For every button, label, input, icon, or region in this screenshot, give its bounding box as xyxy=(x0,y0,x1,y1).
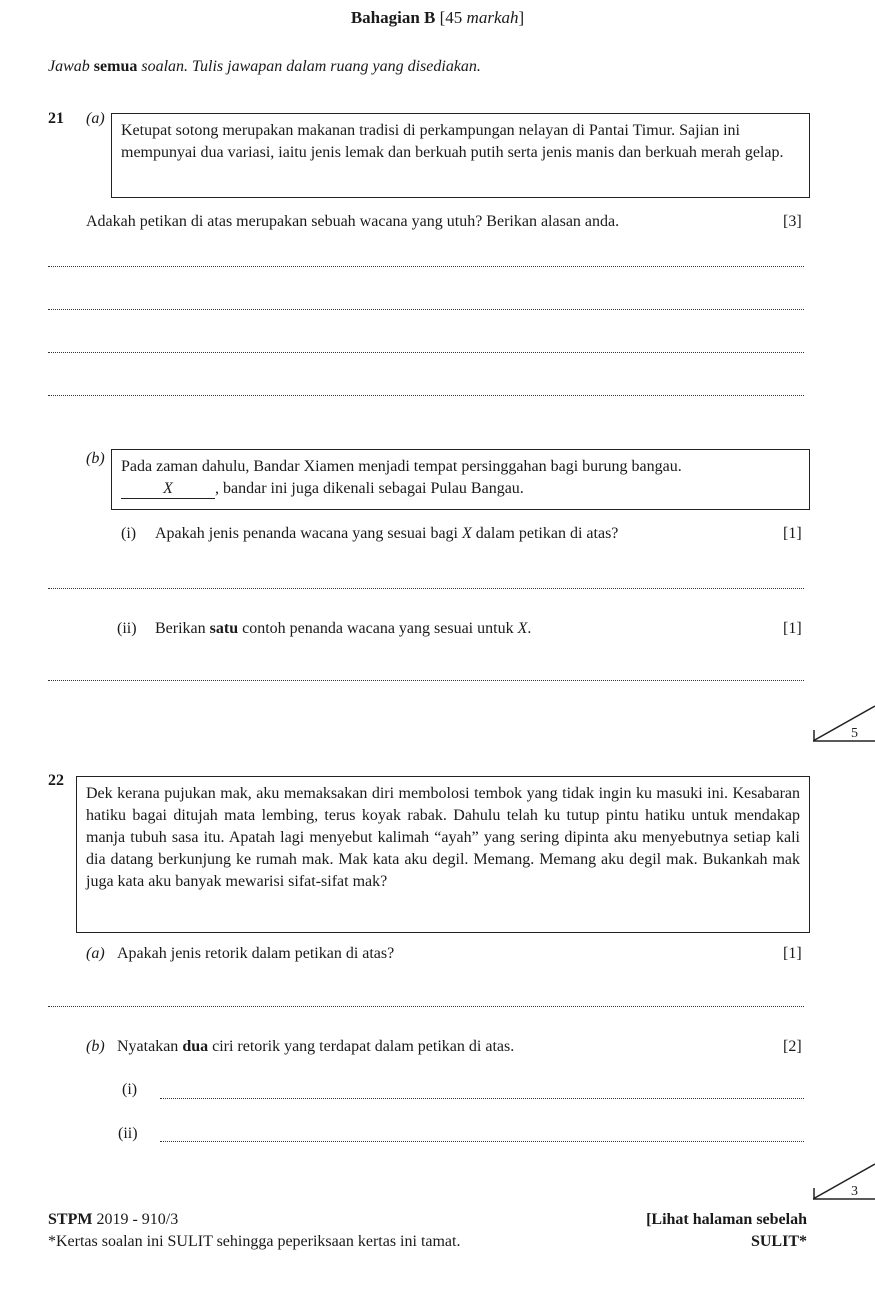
paper-code: STPM 2019 - 910/3 xyxy=(48,1211,179,1228)
answer-line[interactable] xyxy=(48,1006,804,1007)
instructions: Jawab semua soalan. Tulis jawapan dalam ruang yang disediakan. xyxy=(48,58,481,75)
question-21b-label: (b) xyxy=(86,450,105,467)
answer-line[interactable] xyxy=(48,395,804,396)
q21b-i-question: Apakah jenis penanda wacana yang sesuai bagi X dalam petikan di atas? xyxy=(155,525,619,542)
answer-line[interactable] xyxy=(48,266,804,267)
q22-passage: Dek kerana pujukan mak, aku memaksakan diri membolosi tembok yang tidak ingin ku masuki ini. Kesabaran hatiku bagai ditujah mata lembing, terus koyak rabak. Dahulu telah ku tutup pintu hatiku untuk mendakap manja tubuh sasa itu. Apatah lagi menyebut kalimah “ayah” yang sering dipinta aku menyebutnya setiap kali dia datang berkunjung ke rumah mak. Mak kata aku degil. Memang. Memang aku degil mak. Bukankah mak juga kata aku banyak mewarisi sifat-sifat mak? xyxy=(86,785,800,890)
sulit-label: SULIT* xyxy=(750,1233,807,1250)
q22a-question: Apakah jenis retorik dalam petikan di atas? xyxy=(117,945,395,962)
question-21-number: 21 xyxy=(48,110,64,127)
q22b-i-label: (i) xyxy=(122,1081,138,1098)
answer-line[interactable] xyxy=(48,309,804,310)
blank-x: X xyxy=(121,480,215,499)
score-box xyxy=(813,704,875,742)
answer-line[interactable] xyxy=(48,588,804,589)
q21a-marks: [3] xyxy=(783,213,802,230)
q21b-ii-question: Berikan satu contoh penanda wacana yang sesuai untuk X. xyxy=(155,620,532,637)
q21a-passage: Ketupat sotong merupakan makanan tradisi di perkampungan nelayan di Pantai Timur. Sajian ini mempunyai dua variasi, iaitu jenis lemak dan berkuah putih serta jenis manis dan berkuah merah gelap. xyxy=(121,122,784,161)
q22b-marks: [2] xyxy=(783,1038,802,1055)
q21b-i-label: (i) xyxy=(121,525,137,542)
q22a-label: (a) xyxy=(86,945,105,962)
score-value: 5 xyxy=(851,726,858,741)
q21b-ii-marks: [1] xyxy=(783,620,802,637)
see-next-page: [Lihat halaman sebelah xyxy=(646,1211,807,1228)
q21a-passage-box xyxy=(111,113,810,198)
q21b-passage-line1: Pada zaman dahulu, Bandar Xiamen menjadi tempat persinggahan bagi burung bangau. xyxy=(121,458,682,475)
answer-line[interactable] xyxy=(48,680,804,681)
section-title: Bahagian B [45 markah] xyxy=(350,8,525,27)
q21b-passage-line2: X , bandar ini juga dikenali sebagai Pulau Bangau. xyxy=(121,478,800,500)
q21b-passage-box xyxy=(111,449,810,510)
q21b-i-marks: [1] xyxy=(783,525,802,542)
answer-line[interactable] xyxy=(160,1098,804,1099)
question-22-number: 22 xyxy=(48,772,64,789)
score-value: 3 xyxy=(851,1184,858,1199)
q22a-marks: [1] xyxy=(783,945,802,962)
answer-line[interactable] xyxy=(160,1141,804,1142)
q22b-label: (b) xyxy=(86,1038,105,1055)
question-21a-label: (a) xyxy=(86,110,105,127)
score-box xyxy=(813,1162,875,1200)
confidential-note: *Kertas soalan ini SULIT sehingga peperiksaan kertas ini tamat. xyxy=(48,1233,461,1250)
q22b-ii-label: (ii) xyxy=(118,1125,138,1142)
q22b-question: Nyatakan dua ciri retorik yang terdapat dalam petikan di atas. xyxy=(117,1038,515,1055)
q21b-ii-label: (ii) xyxy=(117,620,137,637)
q21a-question: Adakah petikan di atas merupakan sebuah wacana yang utuh? Berikan alasan anda. xyxy=(86,213,620,230)
q22-passage-box xyxy=(76,776,810,933)
answer-line[interactable] xyxy=(48,352,804,353)
